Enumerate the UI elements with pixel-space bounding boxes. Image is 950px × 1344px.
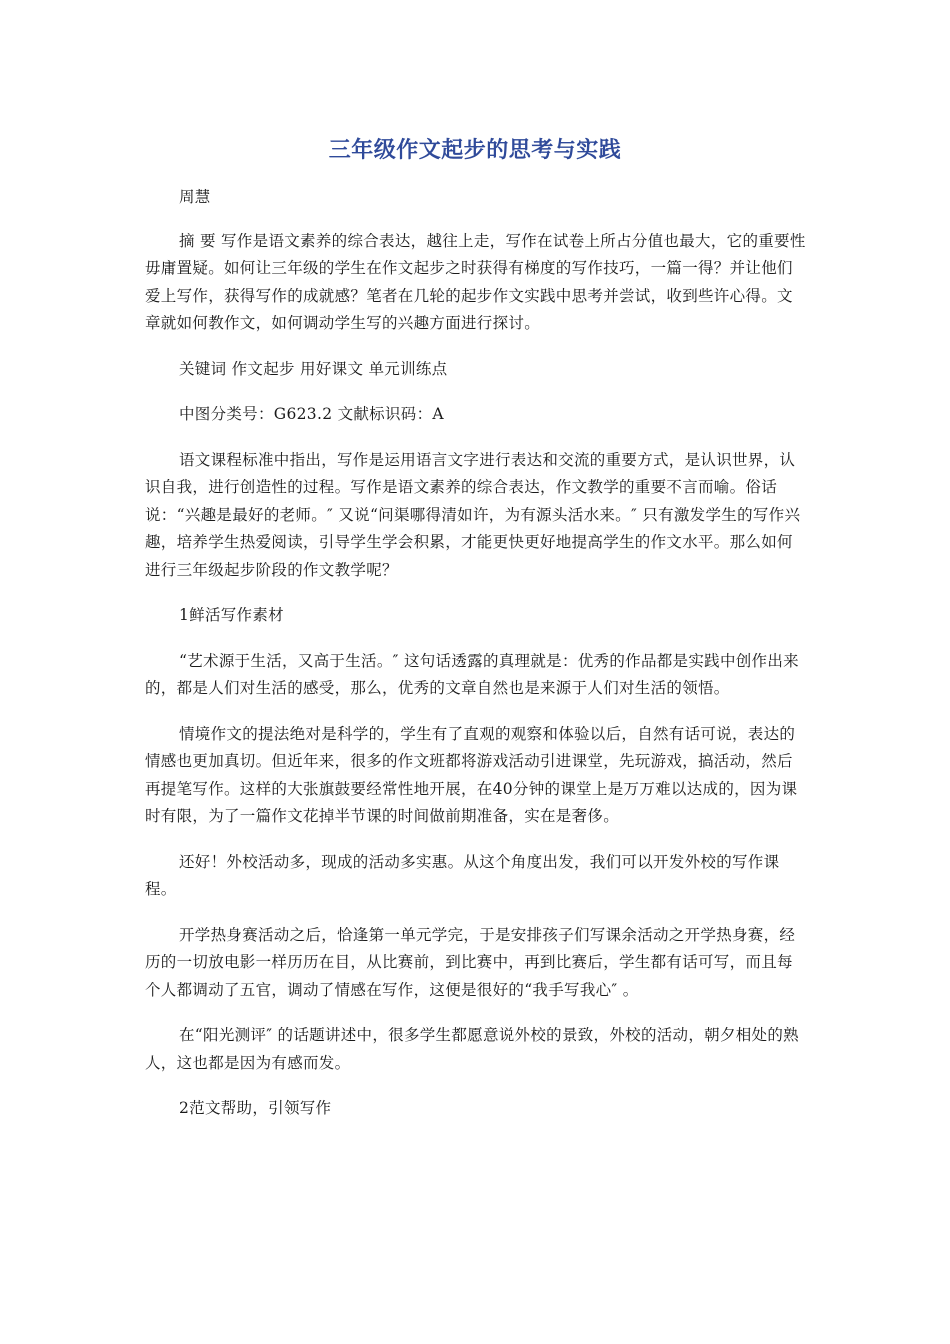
author-name: 周慧: [179, 188, 211, 206]
classification-code: 中图分类号：G623.2 文献标识码：A: [179, 405, 444, 423]
body-paragraph: 还好！外校活动多，现成的活动多实惠。从这个角度出发，我们可以开发外校的写作课程。: [145, 852, 780, 898]
article-body: [145, 184, 807, 1141]
body-paragraph: 语文课程标准中指出，写作是运用语言文字进行表达和交流的重要方式，是认识世界，认识自我，进行创造性的过程。写作是语文素养的综合表达，作文教学的重要不言而喻。俗话说：“兴趣是最好的老师。″ 又说“问渠哪得清如许，为有源头活水来。″ 只有激发学生的写作兴趣，培养学生热爱阅读，引导学生学会积累，才能更快更好地提高学生的作文水平。那么如何进行三年级起步阶段的作文教学呢？: [145, 450, 801, 579]
section-heading: 2范文帮助，引领写作: [179, 1099, 332, 1117]
body-paragraph: 情境作文的提法绝对是科学的，学生有了直观的观察和体验以后，自然有话可说，表达的情感也更加真切。但近年来，很多的作文班都将游戏活动引进课堂，先玩游戏，搞活动，然后再提笔写作。这样的大张旗鼓要经常性地开展，在40分钟的课堂上是万万难以达成的，因为课时有限，为了一篇作文花掉半节课的时间做前期准备，实在是奢侈。: [145, 724, 798, 825]
body-paragraph: “艺术源于生活，又高于生活。″ 这句话透露的真理就是：优秀的作品都是实践中创作出来的，都是人们对生活的感受，那么，优秀的文章自然也是来源于人们对生活的领悟。: [145, 651, 799, 697]
article-title: 三年级作文起步的思考与实践: [328, 138, 622, 163]
keywords: 关键词 作文起步 用好课文 单元训练点: [179, 359, 448, 378]
body-paragraph: 在“阳光测评″ 的话题讲述中，很多学生都愿意说外校的景致，外校的活动，朝夕相处的熟人，这也都是因为有感而发。: [145, 1026, 799, 1072]
abstract: 摘 要 写作是语文素养的综合表达，越往上走，写作在试卷上所占分值也最大，它的重要性毋庸置疑。如何让三年级的学生在作文起步之时获得有梯度的写作技巧，一篇一得？并让他们爱上写作，获得写作的成就感？笔者在几轮的起步作文实践中思考并尝试，收到些许心得。文章就如何教作文，如何调动学生写的兴趣方面进行探讨。: [145, 231, 806, 332]
body-paragraph: 开学热身赛活动之后，恰逢第一单元学完，于是安排孩子们写课余活动之开学热身赛，经历的一切放电影一样历历在目，从比赛前，到比赛中，再到比赛后，学生都有话可写，而且每个人都调动了五官，调动了情感在写作，这便是很好的“我手写我心″ 。: [145, 925, 796, 999]
section-heading: 1鲜活写作素材: [179, 606, 284, 624]
